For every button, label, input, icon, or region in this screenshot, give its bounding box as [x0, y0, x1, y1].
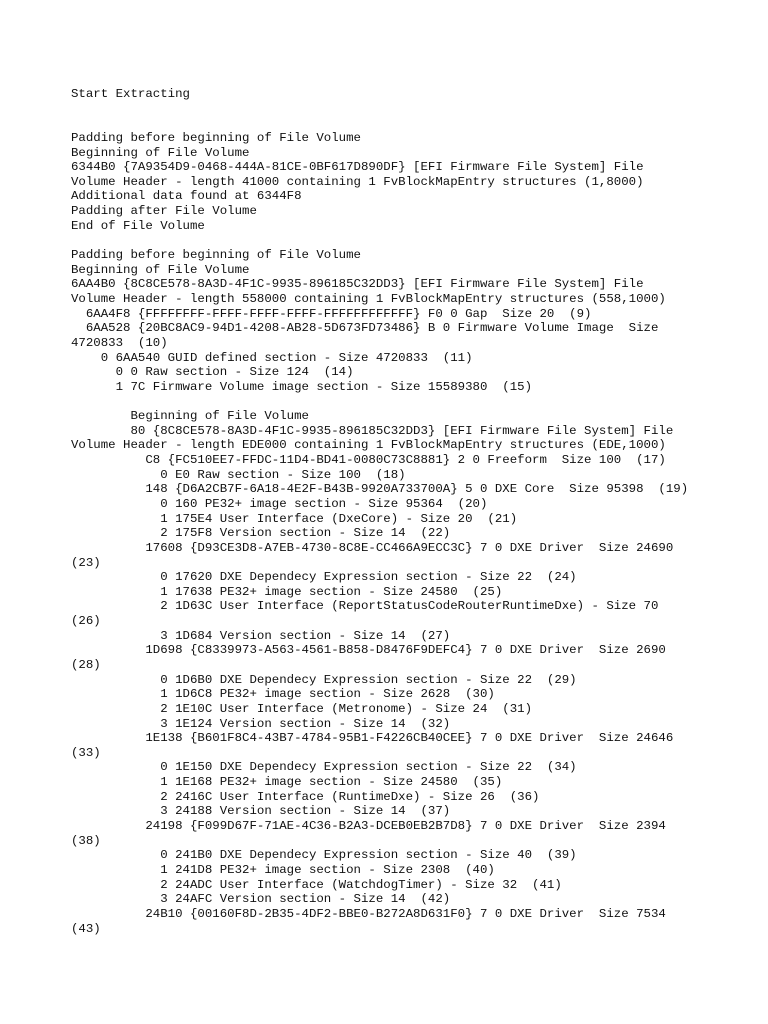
log-line: 80 {8C8CE578-8A3D-4F1C-9935-896185C32DD3} [EFI Firmware File System] File	[71, 423, 674, 438]
log-line: 1 241D8 PE32+ image section - Size 2308 (40)	[71, 862, 495, 877]
log-line: 0 1D6B0 DXE Dependecy Expression section - Size 22 (29)	[71, 672, 577, 687]
log-line: 1 1E168 PE32+ image section - Size 24580 (35)	[71, 775, 503, 790]
log-line: 0 160 PE32+ image section - Size 95364 (20)	[71, 496, 488, 511]
log-line: 2 1E10C User Interface (Metronome) - Size 24 (31)	[71, 701, 533, 716]
log-line: (28)	[71, 657, 101, 672]
log-line: 2 2416C User Interface (RuntimeDxe) - Size 26 (36)	[71, 789, 540, 804]
log-line: 17608 {D93CE3D8-A7EB-4730-8C8E-CC466A9ECC3C} 7 0 DXE Driver Size 24690	[71, 540, 674, 555]
log-line: 24B10 {00160F8D-2B35-4DF2-BBE0-B272A8D631F0} 7 0 DXE Driver Size 7534	[71, 906, 666, 921]
log-line: 2 175F8 Version section - Size 14 (22)	[71, 526, 451, 541]
log-line: (33)	[71, 745, 101, 760]
log-line: 3 1E124 Version section - Size 14 (32)	[71, 716, 451, 731]
log-line: End of File Volume	[71, 218, 205, 233]
log-line: 3 24188 Version section - Size 14 (37)	[71, 804, 451, 819]
log-line: 6AA4F8 {FFFFFFFF-FFFF-FFFF-FFFF-FFFFFFFFFFFF} F0 0 Gap Size 20 (9)	[71, 306, 592, 321]
log-line: 0 6AA540 GUID defined section - Size 4720833 (11)	[71, 350, 473, 365]
log-line: 1 17638 PE32+ image section - Size 24580 (25)	[71, 584, 503, 599]
log-line	[71, 102, 761, 117]
log-line: Beginning of File Volume	[71, 262, 250, 277]
log-line: 1 1D6C8 PE32+ image section - Size 2628 (30)	[71, 687, 495, 702]
log-line: 0 0 Raw section - Size 124 (14)	[71, 365, 354, 380]
log-line: Start Extracting	[71, 87, 190, 101]
log-line: 3 1D684 Version section - Size 14 (27)	[71, 628, 451, 643]
log-line: (26)	[71, 614, 101, 629]
log-line: 6AA528 {20BC8AC9-94D1-4208-AB28-5D673FD73486} B 0 Firmware Volume Image Size	[71, 321, 659, 336]
log-line	[71, 394, 761, 409]
log-line: 0 E0 Raw section - Size 100 (18)	[71, 467, 406, 482]
log-line: (38)	[71, 833, 101, 848]
log-line: 6344B0 {7A9354D9-0468-444A-81CE-0BF617D890DF} [EFI Firmware File System] File	[71, 160, 644, 175]
log-line: Padding after File Volume	[71, 204, 257, 219]
log-line: 4720833 (10)	[71, 335, 168, 350]
log-line: 1 175E4 User Interface (DxeCore) - Size 20 (21)	[71, 511, 518, 526]
log-line	[71, 233, 761, 248]
log-line: 6AA4B0 {8C8CE578-8A3D-4F1C-9935-896185C32DD3} [EFI Firmware File System] File	[71, 277, 644, 292]
log-line: Volume Header - length 41000 containing 1 FvBlockMapEntry structures (1,8000)	[71, 174, 644, 189]
log-line: Padding before beginning of File Volume	[71, 248, 361, 263]
log-line: Volume Header - length EDE000 containing 1 FvBlockMapEntry structures (EDE,1000)	[71, 438, 666, 453]
log-line: Beginning of File Volume	[71, 409, 309, 424]
log-line: 1E138 {B601F8C4-43B7-4784-95B1-F4226CB40CEE} 7 0 DXE Driver Size 24646	[71, 731, 674, 746]
log-line: (23)	[71, 555, 101, 570]
log-line: 2 1D63C User Interface (ReportStatusCodeRouterRuntimeDxe) - Size 70	[71, 599, 659, 614]
log-line: Additional data found at 6344F8	[71, 189, 302, 204]
extraction-log	[71, 87, 761, 936]
log-line: 0 1E150 DXE Dependecy Expression section - Size 22 (34)	[71, 760, 577, 775]
log-line: Padding before beginning of File Volume	[71, 130, 361, 145]
log-line: C8 {FC510EE7-FFDC-11D4-BD41-0080C73C8881} 2 0 Freeform Size 100 (17)	[71, 453, 666, 468]
log-line: 3 24AFC Version section - Size 14 (42)	[71, 892, 451, 907]
log-line: 2 24ADC User Interface (WatchdogTimer) - Size 32 (41)	[71, 877, 562, 892]
log-line	[71, 116, 761, 131]
log-line: 1D698 {C8339973-A563-4561-B858-D8476F9DEFC4} 7 0 DXE Driver Size 2690	[71, 643, 666, 658]
log-line: 0 17620 DXE Dependecy Expression section - Size 22 (24)	[71, 570, 577, 585]
log-line: Beginning of File Volume	[71, 145, 250, 160]
log-line: 0 241B0 DXE Dependecy Expression section - Size 40 (39)	[71, 848, 577, 863]
log-line: 148 {D6A2CB7F-6A18-4E2F-B43B-9920A733700A} 5 0 DXE Core Size 95398 (19)	[71, 482, 689, 497]
log-line: 1 7C Firmware Volume image section - Size 15589380 (15)	[71, 379, 533, 394]
log-line: Volume Header - length 558000 containing 1 FvBlockMapEntry structures (558,1000)	[71, 291, 666, 306]
log-line: 24198 {F099D67F-71AE-4C36-B2A3-DCEB0EB2B7D8} 7 0 DXE Driver Size 2394	[71, 819, 666, 834]
log-line: (43)	[71, 921, 101, 936]
